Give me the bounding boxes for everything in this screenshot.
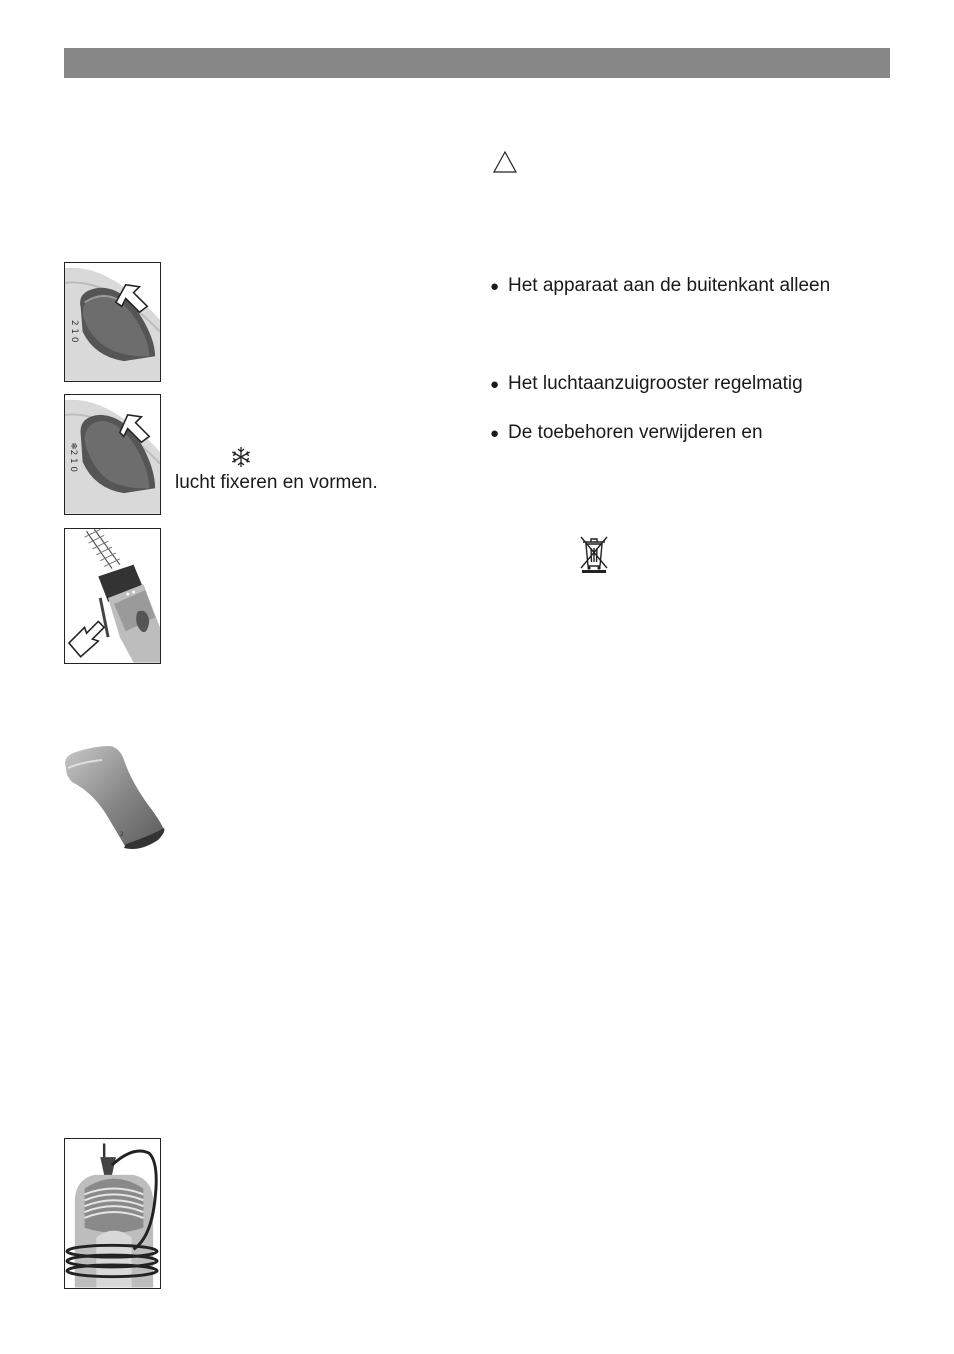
nozzle-illustration bbox=[62, 744, 168, 854]
bullet-text: Het apparaat aan de buitenkant alleen bbox=[508, 275, 831, 296]
figure-nozzle bbox=[62, 744, 168, 854]
svg-text:2 1 0: 2 1 0 bbox=[68, 320, 79, 343]
bullet-text: Het luchtaanzuigrooster regelmatig bbox=[508, 373, 803, 394]
svg-text:❄2 1 0: ❄2 1 0 bbox=[67, 442, 78, 473]
bullet-dot: ● bbox=[490, 278, 500, 295]
warning-triangle-icon bbox=[492, 150, 518, 174]
figure-switch-cold bbox=[64, 394, 161, 515]
figure-switch-on bbox=[64, 262, 161, 382]
switch-illustration-2 bbox=[65, 395, 160, 514]
brush-illustration bbox=[65, 529, 160, 663]
bullet-dot: ● bbox=[490, 376, 500, 393]
bullet-text: De toebehoren verwijderen en bbox=[508, 422, 763, 443]
snowflake-icon bbox=[230, 446, 252, 468]
bullet-dot: ● bbox=[490, 425, 500, 442]
crossed-out-bin-icon bbox=[578, 534, 610, 574]
header-bar bbox=[64, 48, 890, 78]
svg-text:2: 2 bbox=[120, 831, 124, 838]
switch-illustration-1 bbox=[65, 263, 160, 381]
figure-brush-release bbox=[64, 528, 161, 664]
cold-air-text: lucht fixeren en vormen. bbox=[175, 472, 378, 493]
bullet-item bbox=[490, 275, 830, 298]
bullet-item bbox=[490, 422, 763, 445]
bullet-item bbox=[490, 373, 803, 396]
cord-illustration bbox=[65, 1139, 160, 1288]
figure-cord-storage bbox=[64, 1138, 161, 1289]
